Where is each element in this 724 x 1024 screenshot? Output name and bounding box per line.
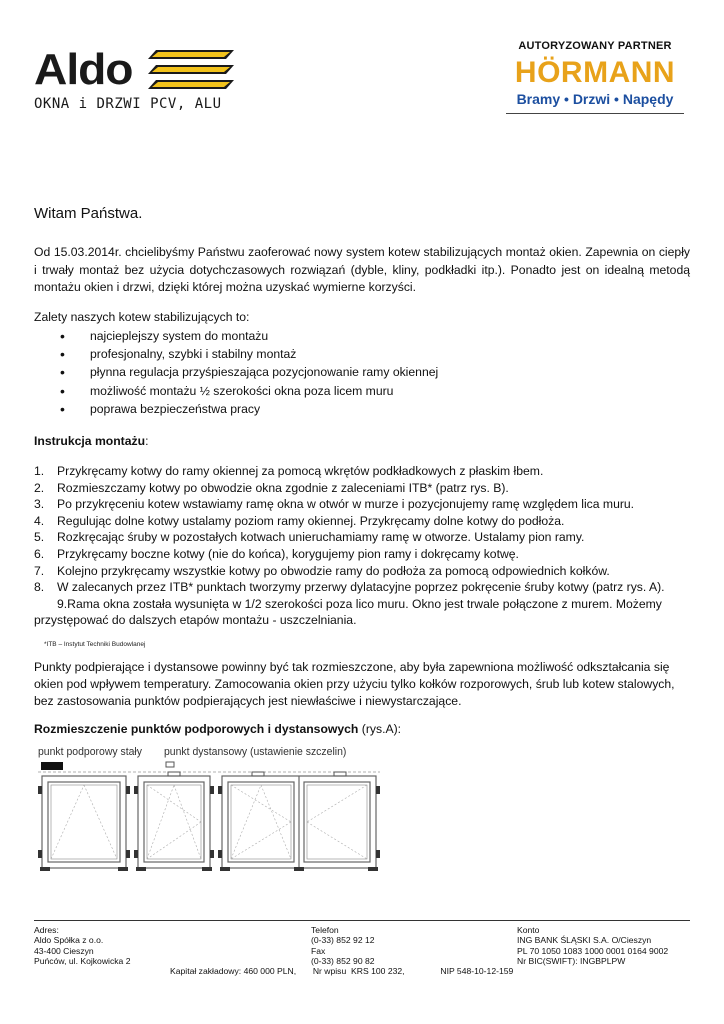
figure-heading-suffix: (rys.A):	[358, 722, 402, 736]
footer-account	[517, 925, 668, 967]
step-text: Kolejno przykręcamy wszystkie kotwy po obwodzie ramy do podłoża za pomocą odpowiednich kołków.	[57, 563, 610, 578]
aldo-logo-tagline: OKNA i DRZWI PCV, ALU	[34, 96, 222, 112]
fax-number: (0-33) 852 90 82	[311, 956, 375, 967]
step-number: 5.	[34, 530, 45, 545]
step-text: Regulując dolne kotwy ustalamy poziom ramy okiennej. Przykręcamy dolne kotwy do podłoża.	[57, 513, 565, 528]
step-number: 1.	[34, 464, 45, 478]
window-2-points	[134, 772, 214, 871]
aldo-logo-name: Aldo	[34, 45, 133, 94]
instruction-step	[34, 546, 694, 563]
hormann-partner-logo	[500, 40, 690, 114]
advantage-item: • możliwość montażu ½ szerokości okna poza licem muru	[60, 382, 438, 400]
advantages-heading: Zalety naszych kotew stabilizujących to:	[34, 310, 250, 324]
instruction-step	[34, 463, 694, 480]
window-1-points	[38, 786, 130, 871]
step-number: 2.	[34, 480, 45, 495]
greeting: Witam Państwa.	[34, 205, 143, 222]
advantages-list	[60, 327, 438, 418]
footer-company-registration: Kapitał zakładowy: 460 000 PLN, Nr wpisu KRS 100 232, NIP 548-10-12-159	[170, 966, 514, 976]
window-double	[222, 776, 376, 868]
postal-city: 43-400 Cieszyn	[34, 945, 94, 956]
advantage-item: • płynna regulacja przyśpieszająca pozycjonowanie ramy okiennej	[60, 363, 438, 381]
phone-number: (0-33) 852 92 12	[311, 935, 375, 946]
instruction-step	[34, 529, 694, 546]
figure-heading	[34, 722, 401, 736]
advantage-item: • profesjonalny, szybki i stabilny montaż	[60, 345, 438, 363]
step-text: Przykręcamy kotwy do ramy okiennej za pomocą wkrętów podkładkowych z płaskim łbem.	[57, 464, 544, 478]
figure-rys-a	[38, 746, 384, 874]
bank-name: ING BANK ŚLĄSKI S.A. O/Cieszyn	[517, 935, 652, 946]
instruction-step	[34, 596, 694, 629]
figure-heading-text: Rozmieszczenie punktów podporowych i dystansowych	[34, 722, 359, 736]
footer-address	[34, 925, 131, 967]
advantage-item: • poprawa bezpieczeństwa pracy	[60, 400, 438, 418]
step-text: W zalecanych przez ITB* punktach tworzymy przerwy dylatacyjne poprzez pokręcenie śruby kotwy (patrz rys. A).	[57, 580, 665, 595]
step-number: 4.	[34, 513, 45, 528]
instructions-list	[34, 463, 694, 629]
step-text: Rozkręcając śruby w pozostałych kotwach unieruchamiamy ramę w otworze. Ustalamy pion ramy.	[57, 530, 585, 545]
street: Puńców, ul. Kojkowicka 2	[34, 956, 131, 967]
step-text: Rozmieszczamy kotwy po obwodzie okna zgodnie z zaleceniami ITB* (patrz rys. B).	[57, 480, 509, 495]
spacer-point-marker	[166, 762, 174, 767]
bic-code: Nr BIC(SWIFT): INGBPLPW	[517, 956, 626, 967]
step-number: 6.	[34, 546, 45, 561]
fax-label: Fax	[311, 945, 326, 956]
instructions-heading	[34, 434, 148, 448]
instructions-heading-text: Instrukcja montażu	[34, 434, 146, 448]
account-label: Konto	[517, 925, 540, 935]
step-text: Rama okna została wysunięta w 1/2 szerokości poza lico muru. Okno jest trwale połączone z murem. Możemy przystępować do dalszych etapów montażu - uszczelniania.	[34, 596, 662, 628]
company-name: Aldo Spółka z o.o.	[34, 935, 104, 946]
step-number: 7.	[34, 563, 45, 578]
step-number: 8.	[34, 580, 45, 595]
step-text: Przykręcamy boczne kotwy (nie do końca), korygujemy pion ramy i dokręcamy kotwę.	[57, 546, 519, 561]
account-number: PL 70 1050 1083 1000 0001 0164 9002	[517, 945, 669, 956]
footer-phone	[311, 925, 375, 967]
legend-spacer-point: punkt dystansowy (ustawienie szczelin)	[164, 746, 347, 758]
hormann-tagline: Bramy • Drzwi • Napędy	[516, 91, 674, 107]
window-single-tilt	[138, 776, 210, 868]
instruction-step	[34, 480, 694, 497]
instruction-step	[34, 563, 694, 580]
window-single-fixed	[42, 776, 126, 868]
step-number: 3.	[34, 497, 45, 512]
intro-paragraph: Od 15.03.2014r. chcielibyśmy Państwu zaoferować nowy system kotew stabilizujących montaż okien. Zapewnia on ciepły i trwały montaż bez użycia dotychczasowych rozwiązań (dyble, kliny, podkładki itp.). Ponadto jest on idealną metodą montażu okien i drzwi, dzięki której można uzyskać wymierne korzyści.	[34, 245, 690, 295]
instructions-heading-suffix: :	[145, 434, 149, 448]
partner-divider	[506, 113, 684, 114]
step-number: 9.	[57, 596, 68, 611]
instruction-step	[34, 496, 694, 513]
footer-divider	[34, 920, 690, 921]
footnote: *ITB – Instytut Techniki Budowlanej	[44, 641, 146, 648]
partner-label: AUTORYZOWANY PARTNER	[518, 40, 672, 52]
advantage-item: • najcieplejszy system do montażu	[60, 327, 438, 345]
instruction-step	[34, 513, 694, 530]
phone-label: Telefon	[311, 925, 339, 935]
aldo-stripes-icon	[148, 50, 234, 90]
hormann-brand: HÖRMANN	[514, 56, 676, 89]
aldo-logo	[34, 46, 234, 112]
legend-support-point: punkt podporowy stały	[38, 746, 142, 758]
support-point-marker	[41, 762, 63, 770]
step-text: Po przykręceniu kotew wstawiamy ramę okna w otwór w murze i pozycjonujemy ramę względem lica muru.	[57, 497, 635, 512]
support-points-paragraph: Punkty podpierające i dystansowe powinny być tak rozmieszczone, aby była zapewniona możliwość odkształcania się okien pod wpływem temperatury. Zamocowania okien przy użyciu tylko kołków rozporowych, śrub lub kotew stalowych, bez zastosowania punktów podpierających jest niewłaściwe i niewystarczające.	[34, 660, 675, 709]
instruction-step	[34, 579, 694, 596]
address-label: Adres:	[34, 925, 59, 935]
window-diagram	[38, 746, 384, 874]
